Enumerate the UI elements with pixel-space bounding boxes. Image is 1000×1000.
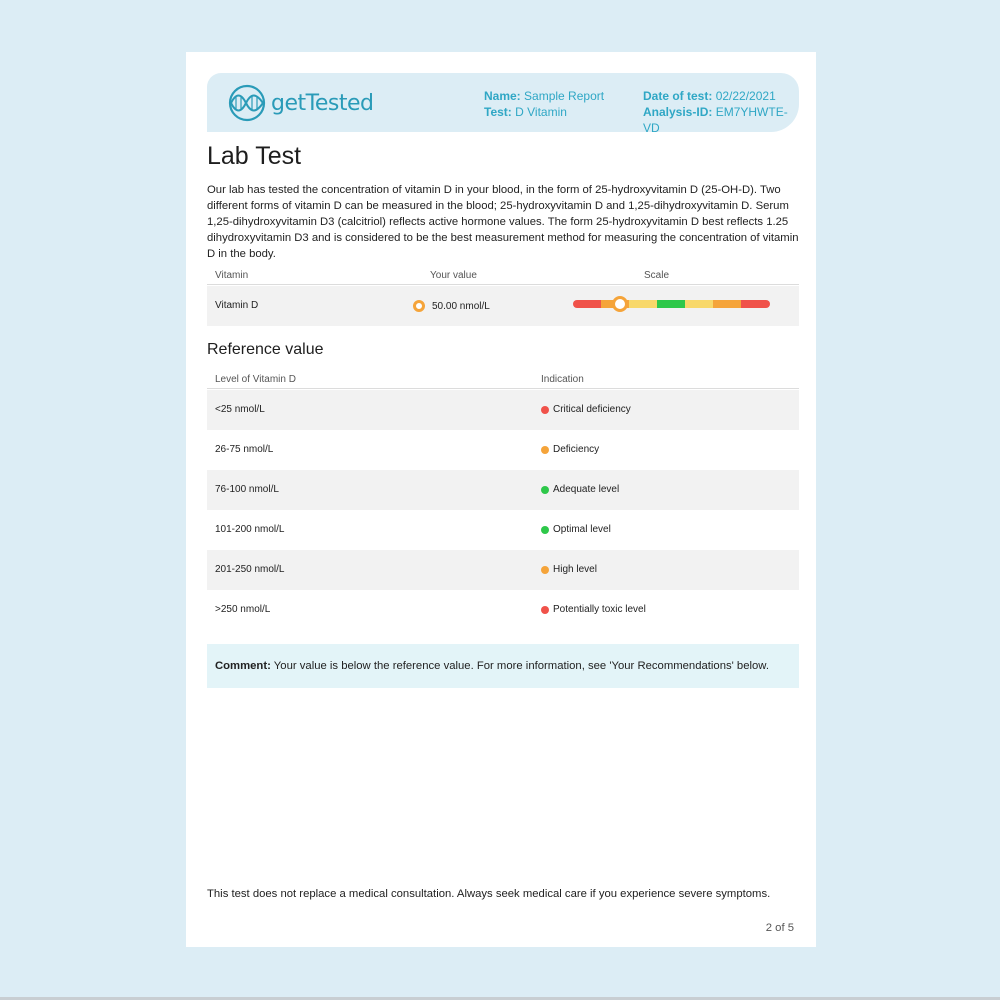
indication-cell: [541, 524, 611, 535]
dna-circle-icon: [227, 83, 267, 123]
status-dot-icon: [541, 446, 549, 454]
indication-text: Adequate level: [553, 484, 620, 495]
indication-cell: [541, 404, 631, 415]
status-dot-icon: [541, 486, 549, 494]
scale-segment: [573, 300, 602, 308]
name-value: Sample Report: [524, 89, 605, 103]
indication-text: Potentially toxic level: [553, 604, 646, 615]
analysis-label: Analysis-ID:: [643, 105, 713, 119]
indication-text: Critical deficiency: [553, 404, 631, 415]
report-header: [207, 73, 799, 135]
value-indicator-icon: [413, 300, 425, 312]
scale-segment: [629, 300, 658, 308]
indication-text: High level: [553, 564, 597, 575]
reference-title: Reference value: [207, 341, 324, 358]
table-row: [207, 470, 799, 510]
date-value: 02/22/2021: [715, 89, 776, 103]
level-cell: 201-250 nmol/L: [215, 564, 285, 575]
level-cell: 76-100 nmol/L: [215, 484, 279, 495]
date-label: Date of test:: [643, 89, 713, 103]
status-dot-icon: [541, 406, 549, 414]
test-value: D Vitamin: [515, 105, 567, 119]
name-label: Name:: [484, 89, 521, 103]
page-number: 2 of 5: [765, 922, 794, 934]
level-cell: >250 nmol/L: [215, 604, 271, 615]
scale-segment: [685, 300, 714, 308]
level-cell: 101-200 nmol/L: [215, 524, 285, 535]
indication-text: Deficiency: [553, 444, 600, 455]
result-row: [207, 286, 799, 326]
scale-segment: [713, 300, 742, 308]
scale-marker: [612, 296, 628, 312]
indication-cell: [541, 604, 646, 615]
disclaimer: This test does not replace a medical consultation. Always seek medical care if you experience severe symptoms.: [207, 888, 771, 900]
level-cell: 26-75 nmol/L: [215, 444, 274, 455]
page-title: Lab Test: [207, 142, 302, 170]
test-label: Test:: [484, 105, 512, 119]
table-row: [207, 430, 799, 470]
status-dot-icon: [541, 566, 549, 574]
status-dot-icon: [541, 526, 549, 534]
indication-cell: [541, 484, 619, 495]
intro-paragraph: Our lab has tested the concentration of vitamin D in your blood, in the form of 25-hydroxyvitamin D (25-OH-D). Two different forms of vitamin D can be measured in the blood; 25-hydroxyvitamin D and 1,25-dihydroxyvitamin D. Serum 1,25-dihydroxyvitamin D3 (calcitriol) reflects active hormone values. The form 25-hydroxyvitamin D best reflects 1.25 dihydroxyvitamin D3 and is considered to be the best measurement method for measuring the concentration of vitamin D in the body.: [207, 184, 799, 260]
result-table-header: [207, 268, 799, 285]
status-dot-icon: [541, 606, 549, 614]
table-row: [207, 390, 799, 430]
comment-box: [207, 644, 799, 688]
vitamin-scale-bar: [573, 300, 769, 308]
table-row: [207, 590, 799, 630]
scale-segment: [741, 300, 770, 308]
analysis-value: EM7YHWTE-VD: [643, 105, 788, 135]
col-your-value: Your value: [430, 270, 477, 281]
comment-text: Your value is below the reference value. For more information, see 'Your Recommendations' below.: [273, 660, 769, 672]
report-page: [186, 52, 816, 947]
vitamin-value: [413, 300, 490, 312]
comment-label: Comment:: [215, 660, 271, 672]
col-level: Level of Vitamin D: [215, 374, 296, 385]
indication-text: Optimal level: [553, 524, 611, 535]
table-row: [207, 550, 799, 590]
scale-segment: [657, 300, 686, 308]
logo-text: getTested: [271, 90, 374, 116]
level-cell: <25 nmol/L: [215, 404, 265, 415]
vitamin-name: Vitamin D: [215, 300, 259, 311]
test-info: [643, 88, 799, 136]
table-row: [207, 510, 799, 550]
patient-info: [484, 88, 604, 120]
indication-cell: [541, 564, 597, 575]
col-vitamin: Vitamin: [215, 270, 249, 281]
col-scale: Scale: [644, 270, 670, 281]
col-indication: Indication: [541, 374, 584, 385]
indication-cell: [541, 444, 599, 455]
gettested-logo: [227, 83, 373, 123]
vitamin-value-text: 50.00 nmol/L: [432, 300, 490, 312]
reference-table-body: [207, 390, 799, 630]
reference-table-header: [207, 372, 799, 389]
